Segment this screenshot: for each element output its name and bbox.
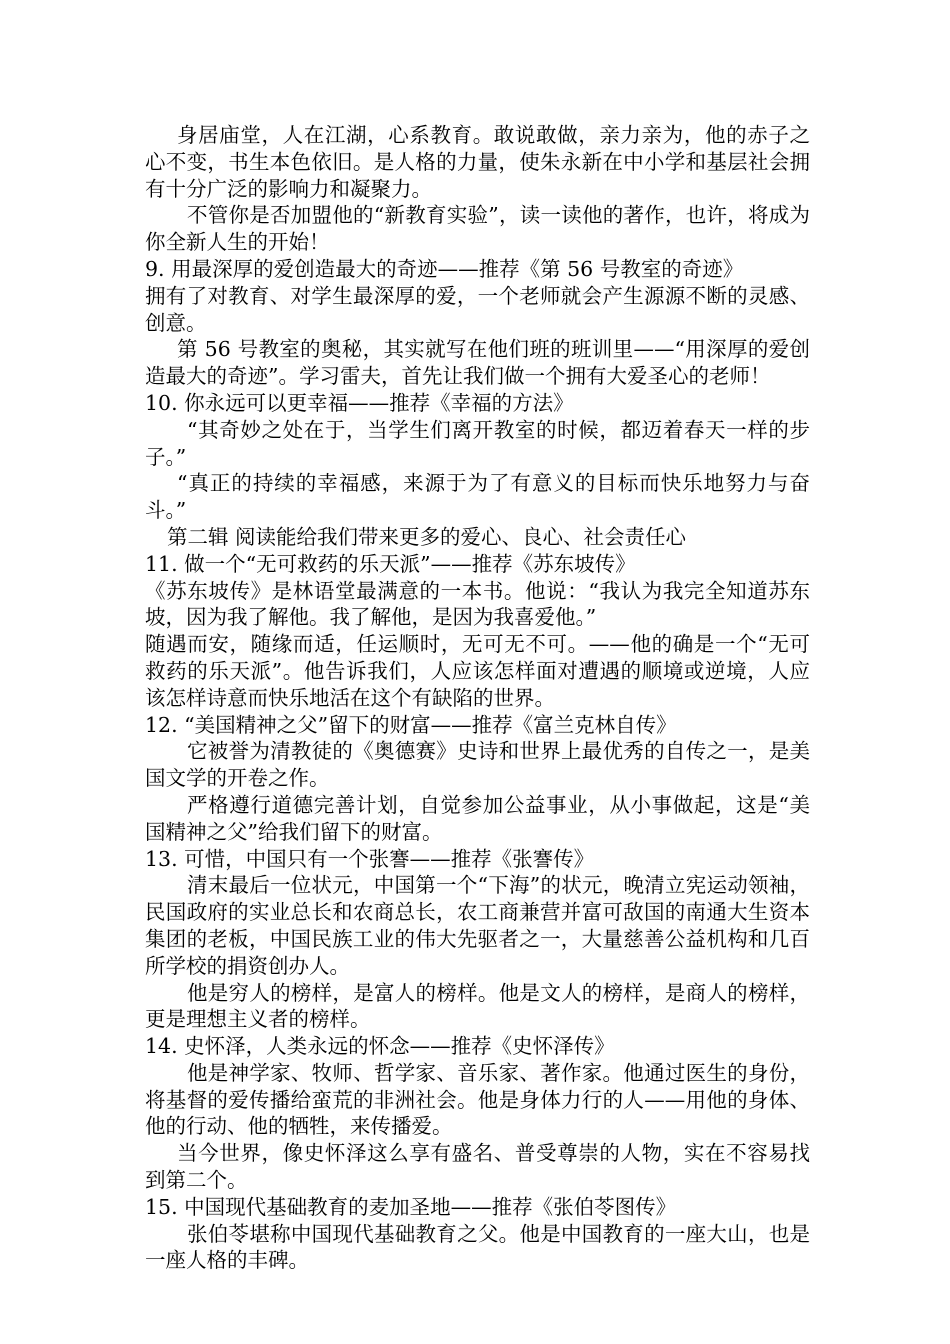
section-heading: 11. 做一个“无可救药的乐天派”——推荐《苏东坡传》	[145, 551, 636, 576]
part-heading: 第二辑 阅读能给我们带来更多的爱心、良心、社会责任心	[167, 524, 687, 549]
paragraph: 他是穷人的榜样，是富人的榜样。他是文人的榜样，是商人的榜样，更是理想主义者的榜样。	[145, 980, 810, 1032]
section-heading: 9. 用最深厚的爱创造最大的奇迹——推荐《第 56 号教室的奇迹》	[145, 256, 744, 281]
quote-paragraph: “其奇妙之处在于，当学生们离开教室的时候，都迈着春天一样的步子。”	[145, 417, 810, 469]
section-heading: 13. 可惜，中国只有一个张謇——推荐《张謇传》	[145, 846, 595, 871]
paragraph: 不管你是否加盟他的“新教育实验”，读一读他的著作，也许，将成为你全新人生的开始！	[145, 203, 810, 255]
paragraph: 严格遵行道德完善计划，自觉参加公益事业，从小事做起，这是“美国精神之父”给我们留下的财富。	[145, 792, 810, 844]
paragraph: 当今世界，像史怀泽这么享有盛名、普受尊崇的人物，实在不容易找到第二个。	[145, 1141, 810, 1193]
section-heading: 15. 中国现代基础教育的麦加圣地——推荐《张伯苓图传》	[145, 1194, 677, 1219]
quote-paragraph: “真正的持续的幸福感，来源于为了有意义的目标而快乐地努力与奋斗。”	[145, 471, 810, 523]
paragraph: 随遇而安，随缘而适，任运顺时，无可无不可。——他的确是一个“无可救药的乐天派”。他告诉我们，人应该怎样面对遭遇的顺境或逆境，人应该怎样诗意而快乐地活在这个有缺陷的世界。	[145, 632, 810, 710]
section-heading: 12. “美国精神之父”留下的财富——推荐《富兰克林自传》	[145, 712, 677, 737]
paragraph: 身居庙堂，人在江湖，心系教育。敢说敢做，亲力亲为，他的赤子之心不变，书生本色依旧。是人格的力量，使朱永新在中小学和基层社会拥有十分广泛的影响力和凝聚力。	[145, 123, 810, 201]
document-page	[145, 122, 810, 1274]
paragraph: 《苏东坡传》是林语堂最满意的一本书。他说：“我认为我完全知道苏东坡，因为我了解他。我了解他，是因为我喜爱他。”	[145, 578, 810, 630]
paragraph: 他是神学家、牧师、哲学家、音乐家、著作家。他通过医生的身份，将基督的爱传播给蛮荒的非洲社会。他是身体力行的人——用他的身体、他的行动、他的牺牲，来传播爱。	[145, 1060, 810, 1139]
section-heading: 10. 你永远可以更幸福——推荐《幸福的方法》	[145, 390, 574, 415]
paragraph: 清末最后一位状元，中国第一个“下海”的状元，晚清立宪运动领袖，民国政府的实业总长和农商总长，农工商兼营并富可敌国的南通大生资本集团的老板，中国民族工业的伟大先驱者之一，大量慈善公益机构和几百所学校的捐资创办人。	[145, 873, 810, 978]
section-heading: 14. 史怀泽，人类永远的怀念——推荐《史怀泽传》	[145, 1034, 615, 1059]
paragraph: 张伯苓堪称中国现代基础教育之父。他是中国教育的一座大山，也是一座人格的丰碑。	[145, 1221, 810, 1273]
paragraph: 拥有了对教育、对学生最深厚的爱，一个老师就会产生源源不断的灵感、创意。	[145, 283, 810, 335]
paragraph: 它被誉为清教徒的《奥德赛》史诗和世界上最优秀的自传之一，是美国文学的开卷之作。	[145, 739, 810, 791]
paragraph: 第 56 号教室的奥秘，其实就写在他们班的班训里——“用深厚的爱创造最大的奇迹”。学习雷夫，首先让我们做一个拥有大爱圣心的老师！	[145, 337, 810, 389]
